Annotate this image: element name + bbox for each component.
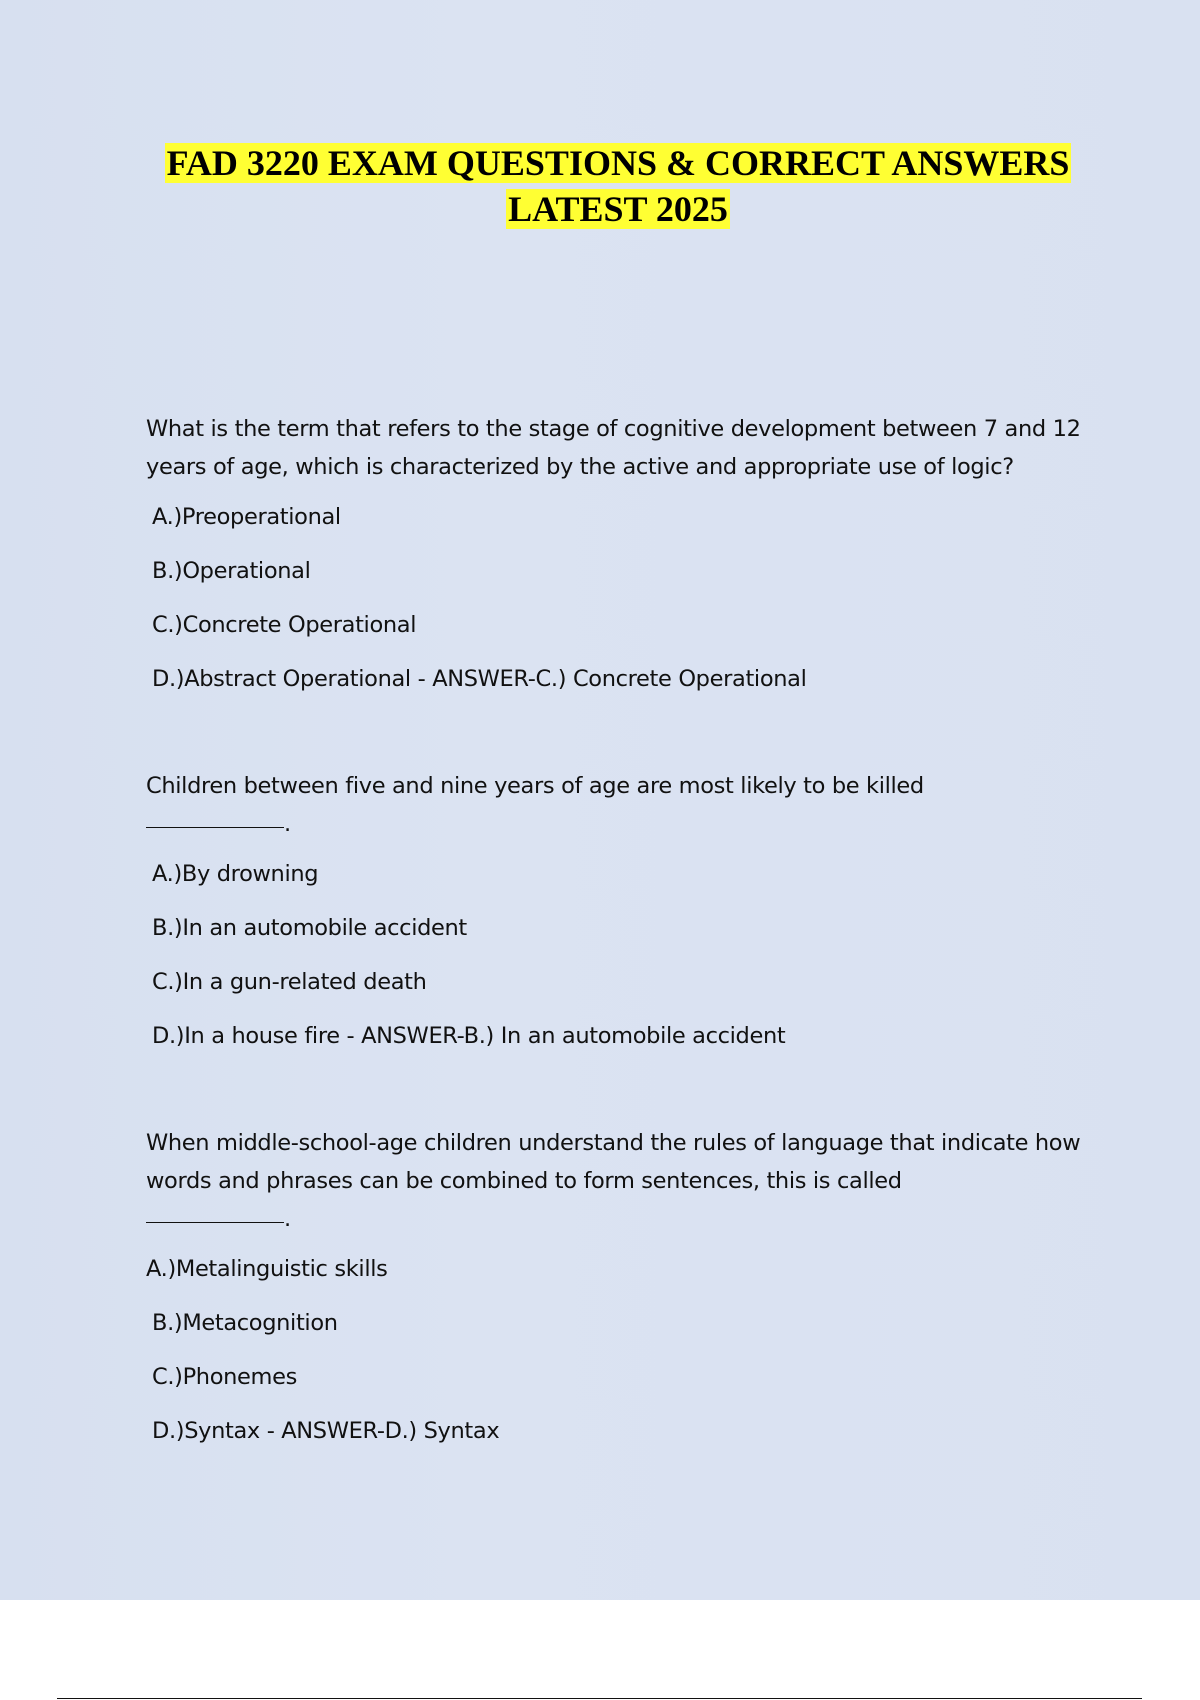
answer-option-d: D.)In a house fire - ANSWER-B.) In an automobile accident [152,1023,786,1049]
blank-line [146,1200,284,1223]
answer-option-c: C.)Concrete Operational [152,612,417,638]
answer-option-a: A.)By drowning [152,861,319,887]
question-block-3 [146,1124,1096,1446]
answer-blank [146,805,1096,843]
answer-blank [146,1200,1096,1238]
question-block-1 [146,410,1096,694]
answer-option-d: D.)Abstract Operational - ANSWER-C.) Concrete Operational [152,666,807,692]
question-text: What is the term that refers to the stage of cognitive development between 7 and 12 years of age, which is characterized by the active and appropriate use of logic? [146,416,1081,480]
blank-period: . [284,1206,291,1232]
answer-option-b: B.)Operational [152,558,311,584]
title-line-1: FAD 3220 EXAM QUESTIONS & CORRECT ANSWERS [166,143,1070,183]
answer-option-d: D.)Syntax - ANSWER-D.) Syntax [152,1418,500,1444]
blank-period: . [284,811,291,837]
question-text: When middle-school-age children understand the rules of language that indicate how words and phrases can be combined to form sentences, this is called [146,1130,1081,1194]
answer-option-c: C.)Phonemes [152,1364,297,1390]
answer-option-c: C.)In a gun-related death [152,969,427,995]
blank-line [146,805,284,828]
answer-option-a: A.)Metalinguistic skills [146,1256,388,1282]
question-text: Children between five and nine years of age are most likely to be killed [146,773,924,799]
question-block-2 [146,767,1096,1051]
answer-option-b: B.)In an automobile accident [152,915,467,941]
answer-option-a: A.)Preoperational [152,504,341,530]
footer-divider [57,1698,1142,1699]
title-line-2: LATEST 2025 [508,189,728,229]
document-title [0,140,1200,232]
answer-option-b: B.)Metacognition [152,1310,338,1336]
question-list [146,410,1096,1446]
